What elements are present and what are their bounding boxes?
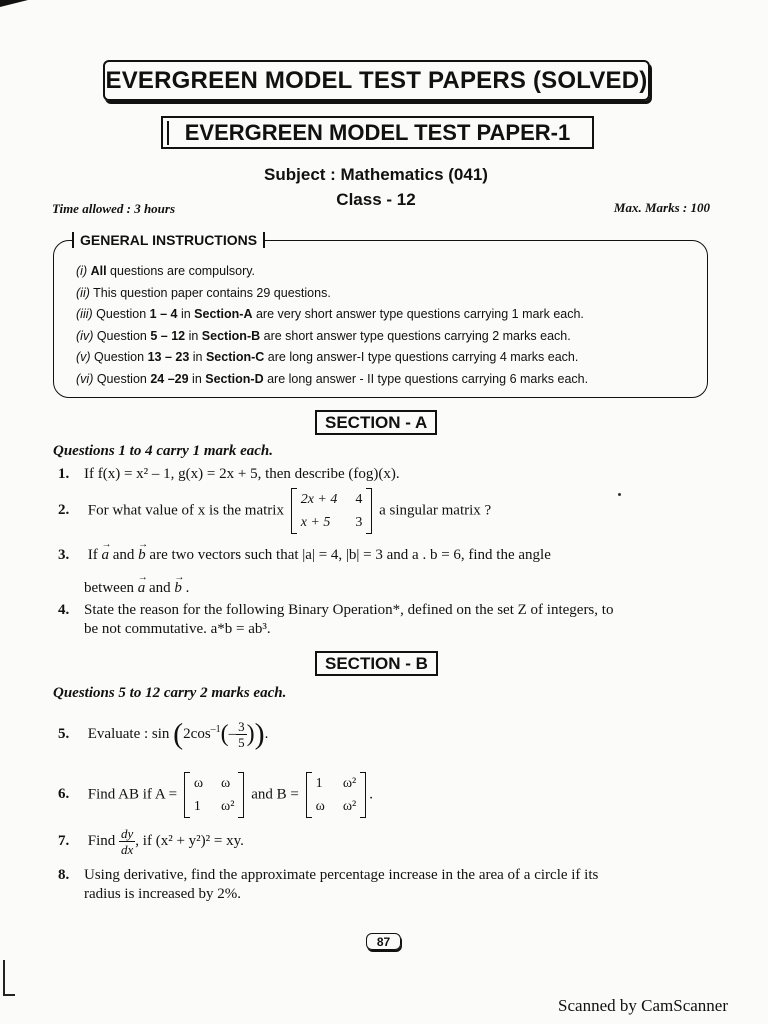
- question-3: 3. If → a and → b are two vectors such that |a| = 4, |b| = 3 and a . b = 6, find the angle between → a and → b .: [58, 546, 551, 598]
- subject-line: Subject : Mathematics (041): [264, 165, 488, 184]
- paper-title-box: [161, 116, 594, 149]
- question-4: 4. State the reason for the following Binary Operation*, defined on the set Z of integers, to be not commutative. a*b = ab³.: [58, 602, 614, 637]
- max-marks: Max. Marks : 100: [613, 200, 710, 215]
- instruction-item: (iii) Question 1 – 4 in Section-A are very short answer type questions carrying 1 mark each.: [76, 307, 584, 321]
- general-instructions-heading: GENERAL INSTRUCTIONS: [72, 232, 265, 248]
- question-8: 8. Using derivative, find the approximate percentage increase in the area of a circle if its radius is increased by 2%.: [58, 867, 599, 902]
- time-allowed: Time allowed : 3 hours: [52, 201, 176, 216]
- instruction-item: (v) Question 13 – 23 in Section-C are long answer-I type questions carrying 4 marks each.: [76, 350, 579, 364]
- matrix: 2x + 4 4 x + 5 3: [291, 488, 373, 534]
- question-5: 5. Evaluate : $\sin (2\cos^{-1}(-$ $\frac{3}{5}$ )).: [58, 717, 269, 751]
- section-a-label: SECTION - A: [315, 410, 437, 435]
- scanner-watermark: Scanned by CamScanner: [558, 996, 728, 1015]
- instructions-list: [76, 261, 588, 390]
- matrix-b: 1 ω² ω ω²: [306, 772, 367, 818]
- main-title: EVERGREEN MODEL TEST PAPERS (SOLVED): [105, 66, 648, 94]
- paper-title: EVERGREEN MODEL TEST PAPER-1: [184, 119, 571, 145]
- question-6: 6. Find AB if A = ω ω 1 ω² and B = 1 ω² ω ω² .: [58, 772, 373, 818]
- fraction: $\frac{3}{5}$: [238, 719, 245, 750]
- instruction-item: (iv) Question 5 – 12 in Section-B are short answer type questions carrying 2 marks each.: [76, 328, 571, 343]
- fraction: $\frac{dy}{dx}$: [121, 826, 134, 857]
- page-number: 87: [366, 933, 401, 950]
- matrix-a: ω ω 1 ω²: [184, 772, 245, 818]
- question-7: 7. Find $\frac{dy}{dx}$ , if (x² + y²)² = xy.: [58, 826, 244, 857]
- question-2: 2. For what value of x is the matrix 2x + 4 4 x + 5 3 a singular matrix ?: [58, 488, 491, 534]
- scan-margin-line: [5, 994, 15, 996]
- main-title-box: [103, 60, 650, 101]
- scan-margin-line: [3, 960, 5, 996]
- scan-speck: [618, 493, 621, 496]
- instruction-item: (i) All questions are compulsory.: [76, 264, 256, 278]
- instruction-item: (vi) Question 24 –29 in Section-D are long answer - II type questions carrying 6 marks each.: [76, 371, 589, 386]
- section-a-heading: Questions 1 to 4 carry 1 mark each.: [53, 443, 274, 459]
- question-1: 1. If f(x) = x² – 1, g(x) = 2x + 5, then describe (fog)(x).: [58, 466, 400, 482]
- section-b-label: SECTION - B: [315, 651, 438, 676]
- class-line: Class - 12: [336, 190, 416, 209]
- section-b-heading: Questions 5 to 12 carry 2 marks each.: [53, 685, 287, 701]
- scan-corner-mark: [0, 0, 28, 7]
- instruction-item: (ii) This question paper contains 29 questions.: [76, 285, 331, 300]
